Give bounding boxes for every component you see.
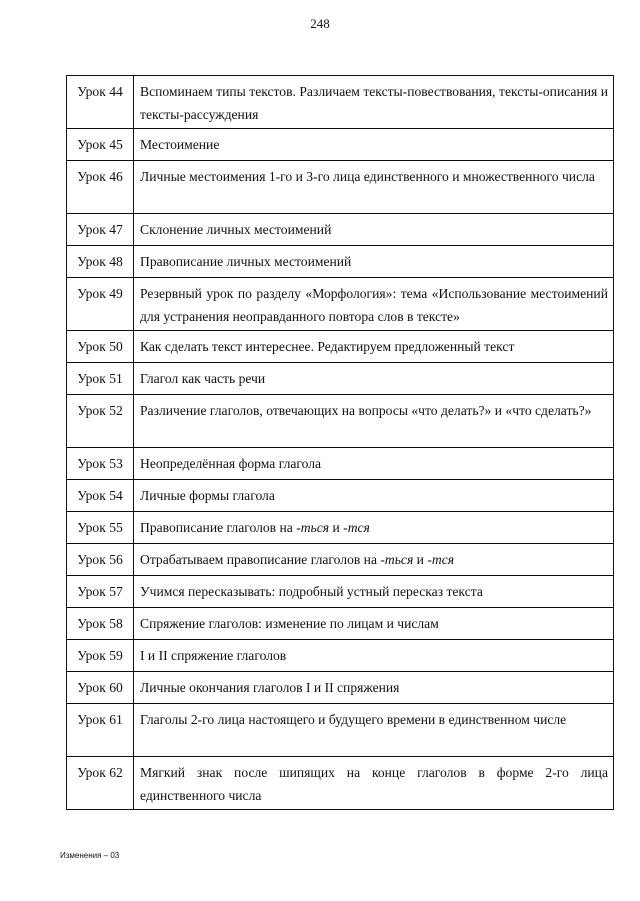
table-row — [67, 278, 614, 331]
table-row — [67, 76, 614, 129]
lesson-topic-text: Отрабатываем правописание глаголов на — [140, 552, 381, 567]
table-row — [67, 395, 614, 448]
lesson-number: Урок 55 — [67, 512, 134, 544]
lesson-topic: Глаголы 2-го лица настоящего и будущего времени в единственном числе — [134, 704, 614, 757]
lesson-number: Урок 59 — [67, 640, 134, 672]
lesson-number: Урок 54 — [67, 480, 134, 512]
table-row — [67, 363, 614, 395]
lesson-topic: Личные местоимения 1-го и 3-го лица единственного и множественного числа — [134, 161, 614, 214]
conjunction: и — [413, 552, 428, 567]
table-row — [67, 757, 614, 810]
table-row — [67, 512, 614, 544]
table-row — [67, 448, 614, 480]
ending-italic: -тся — [427, 552, 455, 567]
footer-revision-note: Изменения – 03 — [60, 851, 120, 860]
ending-italic: -тся — [343, 520, 370, 535]
lesson-topic: Правописание личных местоимений — [134, 246, 614, 278]
lesson-topic: Вспоминаем типы текстов. Различаем тексты-повествования, тексты-описания и тексты-рассуждения — [134, 76, 614, 129]
table-row — [67, 161, 614, 214]
lesson-number: Урок 47 — [67, 214, 134, 246]
ending-italic: -ться — [380, 552, 414, 567]
lesson-topic: Глагол как часть речи — [134, 363, 614, 395]
lesson-topic: I и II спряжение глаголов — [134, 640, 614, 672]
lesson-topic — [134, 544, 614, 576]
lesson-number: Урок 60 — [67, 672, 134, 704]
lesson-topic-text: Правописание глаголов на — [140, 520, 297, 535]
table-row — [67, 214, 614, 246]
lesson-topic: Как сделать текст интереснее. Редактируем предложенный текст — [134, 331, 614, 363]
lesson-topic: Склонение личных местоимений — [134, 214, 614, 246]
table-row — [67, 129, 614, 161]
lesson-topic: Мягкий знак после шипящих на конце глаголов в форме 2-го лица единственного числа — [134, 757, 614, 810]
lesson-topic: Личные формы глагола — [134, 480, 614, 512]
table-row — [67, 704, 614, 757]
lesson-number: Урок 46 — [67, 161, 134, 214]
lesson-number: Урок 53 — [67, 448, 134, 480]
lesson-number: Урок 62 — [67, 757, 134, 810]
lesson-topic: Местоимение — [134, 129, 614, 161]
lesson-number: Урок 57 — [67, 576, 134, 608]
lesson-table — [66, 75, 614, 810]
lesson-number: Урок 49 — [67, 278, 134, 331]
ending-italic: -ться — [296, 520, 330, 535]
table-row — [67, 544, 614, 576]
table-row — [67, 480, 614, 512]
table-row — [67, 608, 614, 640]
lesson-topic: Различение глаголов, отвечающих на вопросы «что делать?» и «что сделать?» — [134, 395, 614, 448]
lesson-number: Урок 45 — [67, 129, 134, 161]
lesson-number: Урок 58 — [67, 608, 134, 640]
lesson-number: Урок 56 — [67, 544, 134, 576]
table-row — [67, 331, 614, 363]
lesson-number: Урок 50 — [67, 331, 134, 363]
lesson-topic — [134, 512, 614, 544]
conjunction: и — [329, 520, 344, 535]
lesson-topic: Учимся пересказывать: подробный устный пересказ текста — [134, 576, 614, 608]
table-row — [67, 640, 614, 672]
lesson-topic: Резервный урок по разделу «Морфология»: тема «Использование местоимений для устранения неоправданного повтора слов в тексте» — [134, 278, 614, 331]
lesson-number: Урок 44 — [67, 76, 134, 129]
page-number: 248 — [310, 16, 330, 31]
lesson-topic: Спряжение глаголов: изменение по лицам и числам — [134, 608, 614, 640]
lesson-topic: Неопределённая форма глагола — [134, 448, 614, 480]
lesson-number: Урок 61 — [67, 704, 134, 757]
table-row — [67, 576, 614, 608]
lesson-number: Урок 51 — [67, 363, 134, 395]
lesson-number: Урок 52 — [67, 395, 134, 448]
lesson-topic: Личные окончания глаголов I и II спряжения — [134, 672, 614, 704]
lesson-number: Урок 48 — [67, 246, 134, 278]
table-row — [67, 246, 614, 278]
table-row — [67, 672, 614, 704]
